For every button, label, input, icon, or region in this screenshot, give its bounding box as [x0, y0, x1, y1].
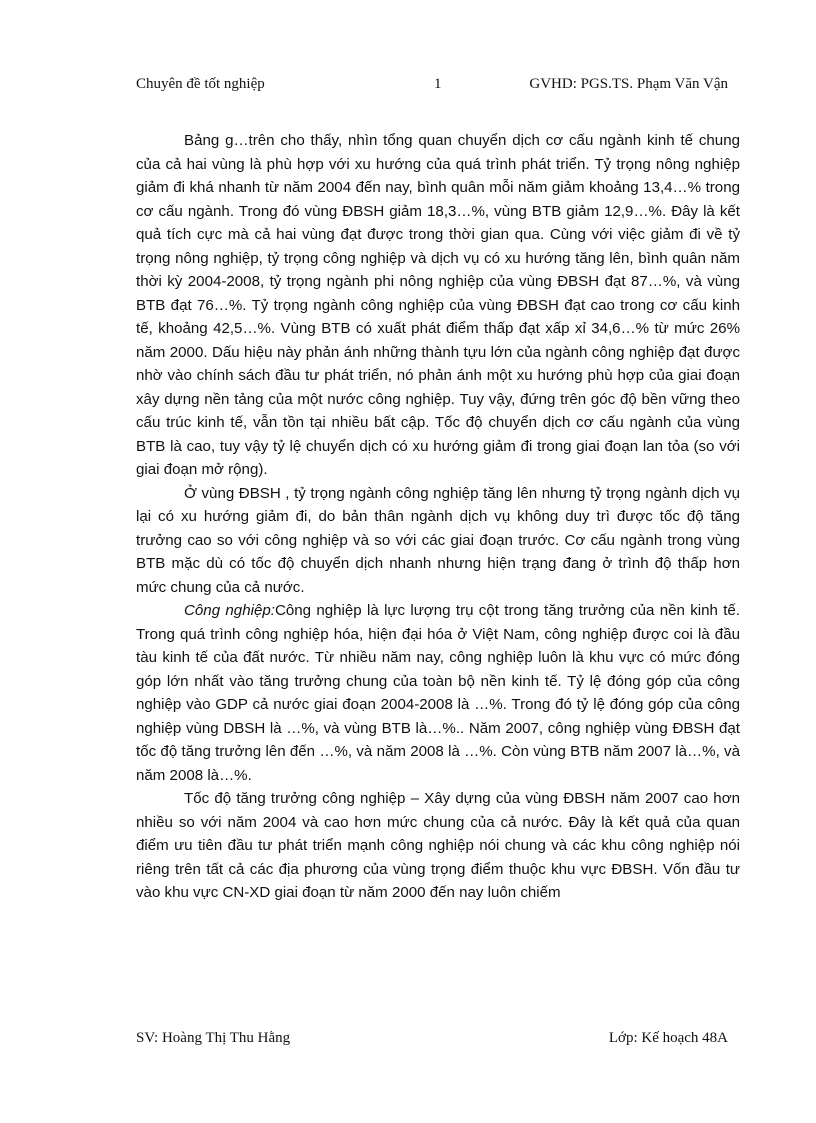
paragraph	[136, 129, 740, 482]
body-text	[136, 129, 740, 905]
paragraph-text: Công nghiệp là lực lượng trụ cột trong tăng trưởng của nền kinh tế. Trong quá trình công nghiệp hóa, hiện đại hóa ở Việt Nam, công nghiệp được coi là đầu tàu kinh tế của đất nước. Từ nhiều năm nay, công nghiệp luôn là khu vực có mức đóng góp lớn nhất vào tăng trưởng chung của toàn bộ nền kinh tế. Tỷ lệ đóng góp của công nghiệp vào GDP cả nước giai đoạn 2004-2008 là …%. Trong đó tỷ lệ đóng góp của công nghiệp vùng DBSH là …%, và vùng BTB là…%.. Năm 2007, công nghiệp vùng ĐBSH đạt tốc độ tăng trưởng lên đến …%, và năm 2008 là …%. Còn vùng BTB năm 2007 là…%, và năm 2008 là…%.	[136, 602, 741, 784]
header-document-type: Chuyên đề tốt nghiệp	[136, 76, 265, 92]
paragraph-text: Ở vùng ĐBSH , tỷ trọng ngành công nghiệp tăng lên nhưng tỷ trọng ngành dịch vụ lại có xu hướng giảm đi, do bản thân ngành dịch vụ không duy trì được tốc độ tăng trưởng cao so với công nghiệp và so với các giai đoạn trước. Cơ cấu ngành trong vùng BTB mặc dù có tốc độ chuyển dịch nhanh nhưng hiện trạng đang ở trình độ thấp hơn mức chung của cả nước.	[136, 484, 740, 596]
footer-class: Lớp: Kế hoạch 48A	[608, 1030, 728, 1046]
paragraph-lead-heading: Công nghiệp:	[184, 602, 275, 619]
page-footer	[136, 1030, 728, 1052]
header-page-number: 1	[434, 76, 442, 92]
page-header	[136, 76, 728, 98]
paragraph-text: Bảng g…trên cho thấy, nhìn tổng quan chuyển dịch cơ cấu ngành kinh tế chung của cả hai vùng là phù hợp với xu hướng của quá trình phát triển. Tỷ trọng nông nghiệp giảm đi khá nhanh từ năm 2004 đến nay, bình quân mỗi năm giảm khoảng 13,4…% trong cơ cấu ngành. Trong đó vùng ĐBSH giảm 18,3…%, vùng BTB giảm 12,9…%. Đây là kết quả tích cực mà cả hai vùng đạt được trong thời gian qua. Cùng với việc giảm đi về tỷ trọng nông nghiệp, tỷ trọng công nghiệp và dịch vụ có xu hướng tăng lên, bình quân năm thời kỳ 2004-2008, tỷ trọng ngành phi nông nghiệp của vùng ĐBSH đạt 87…%, và vùng BTB đạt 76…%. Tỷ trọng ngành công nghiệp của vùng ĐBSH đạt cao trong cơ cấu kinh tế, khoảng 42,5…%. Vùng BTB có xuất phát điểm thấp đạt xấp xỉ 34,6…% từ mức 26% năm 2000. Dấu hiệu này phản ánh những thành tựu lớn của ngành công nghiệp đạt được nhờ vào chính sách đầu tư phát triển, nó phản ánh một xu hướng phù hợp của giai đoạn xây dựng nền tảng của một nước công nghiệp. Tuy vậy, đứng trên góc độ bền vững theo cấu trúc kinh tế, vẫn tồn tại nhiều bất cập. Tốc độ chuyển dịch cơ cấu ngành của vùng BTB là cao, tuy vậy tỷ lệ chuyển dịch có xu hướng giảm đi trong giai đoạn lan tỏa (so với giai đoạn mở rộng).	[136, 132, 740, 478]
header-advisor: GVHD: PGS.TS. Phạm Văn Vận	[529, 76, 728, 92]
paragraph-text: Tốc độ tăng trưởng công nghiệp – Xây dựng của vùng ĐBSH năm 2007 cao hơn nhiều so với năm 2004 và cao hơn mức chung của cả nước. Đây là kết quả của quan điểm ưu tiên đầu tư phát triển mạnh công nghiệp nói chung và các khu công nghiệp nói riêng trên tất cả các địa phương của vùng trọng điểm thuộc khu vực ĐBSH. Vốn đầu tư vào khu vực CN-XD giai đoạn từ năm 2000 đến nay luôn chiếm	[136, 790, 740, 901]
paragraph	[136, 482, 740, 600]
footer-student-name: SV: Hoàng Thị Thu Hằng	[136, 1030, 291, 1046]
paragraph	[136, 787, 740, 905]
paragraph	[136, 599, 740, 787]
